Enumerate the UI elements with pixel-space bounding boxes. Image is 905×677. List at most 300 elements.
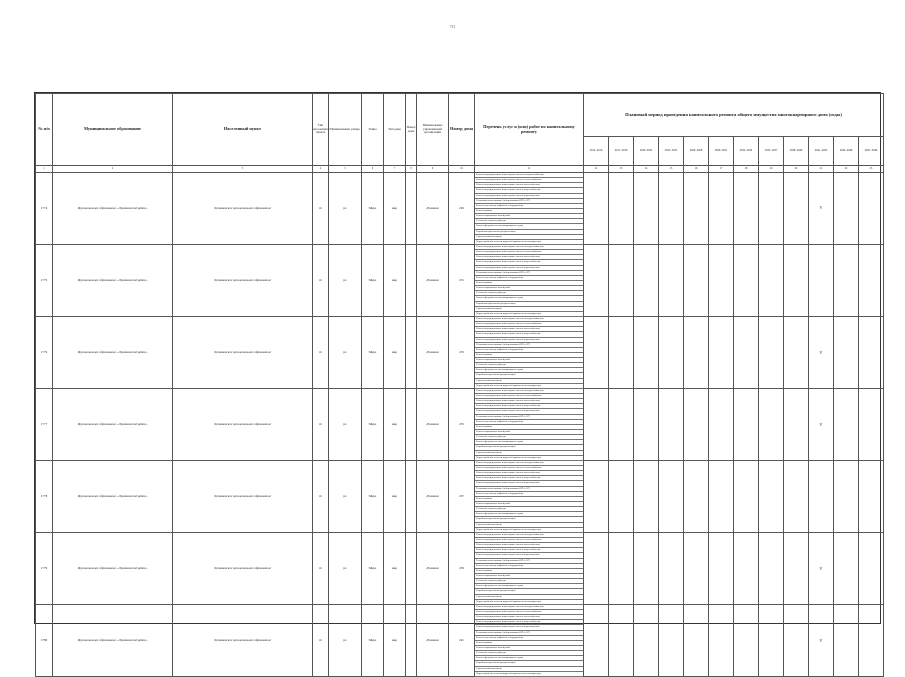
work-item: Ремонт подвальных помещений — [475, 646, 583, 651]
year-header: 2041–2043 — [809, 137, 834, 166]
work-item: Ремонт внутридомовых инженерных систем электроснабжения — [475, 173, 583, 178]
year-cell — [584, 461, 609, 533]
table-row — [36, 317, 884, 389]
work-item: Установка коллективных (общедомовых) ПУ и УУ — [475, 271, 583, 276]
work-item: Строительный контроль — [475, 523, 583, 528]
year-header: 2032–2034 — [734, 137, 759, 166]
year-cell — [859, 317, 884, 389]
work-item: Ремонт внутридомовых инженерных систем газоснабжения — [475, 471, 583, 476]
table-row — [36, 173, 884, 245]
settlement-cell: Лукояновское муниципальное образование — [173, 173, 313, 245]
table-row — [36, 461, 884, 533]
year-cell — [634, 173, 659, 245]
column-number: 6 — [362, 166, 384, 173]
year-cell — [784, 533, 809, 605]
year-cell — [684, 173, 709, 245]
year-cell — [684, 389, 709, 461]
work-item: Переустройство невентилируемой крыши на вентилируемую — [475, 240, 583, 245]
year-cell — [759, 245, 784, 317]
settlement-cell: Лукояновское муниципальное образование — [173, 245, 313, 317]
year-cell — [684, 461, 709, 533]
year-cell: V — [809, 605, 834, 677]
work-item: Утепление и ремонт фасада — [475, 579, 583, 584]
year-cell — [609, 533, 634, 605]
row-number: 1776 — [36, 317, 53, 389]
column-number: 1 — [36, 166, 53, 173]
work-item: Утепление и ремонт фасада — [475, 435, 583, 440]
year-cell — [759, 461, 784, 533]
street-cell: Мира — [362, 173, 384, 245]
street-cell: Мира — [362, 317, 384, 389]
year-cell — [784, 389, 809, 461]
work-item: Утепление и ремонт фасада — [475, 291, 583, 296]
work-item: Разработка проектной документации — [475, 373, 583, 378]
work-item: Ремонт внутридомовых инженерных систем газоснабжения — [475, 543, 583, 548]
column-number: 9 — [417, 166, 449, 173]
corpus-cell — [406, 605, 417, 677]
column-number: 19 — [759, 166, 784, 173]
header-owner: Наименование управляющей организации — [417, 94, 449, 166]
corpus-cell — [406, 533, 417, 605]
work-item: Установка коллективных (общедомовых) ПУ и УУ — [475, 415, 583, 420]
street-cell: Мира — [362, 245, 384, 317]
municipality-cell: Муниципальное образование «Лукояновский район» — [53, 461, 173, 533]
capital-repair-table — [34, 92, 881, 675]
year-header: 2044–2046 — [834, 137, 859, 166]
work-item: Ремонт или замена лифтового оборудования — [475, 564, 583, 569]
year-header: 2020–2022 — [634, 137, 659, 166]
work-item: Ремонт внутридомовых инженерных систем водоснабжения — [475, 260, 583, 265]
year-cell: V — [809, 173, 834, 245]
column-number: 22 — [834, 166, 859, 173]
work-item: Разработка проектной документации — [475, 445, 583, 450]
street-type-cell: ул. — [329, 389, 362, 461]
row-number: 1779 — [36, 533, 53, 605]
year-cell — [659, 461, 684, 533]
work-item: Ремонт внутридомовых инженерных систем теплоснабжения — [475, 322, 583, 327]
work-item: Ремонт внутридомовых инженерных систем теплоснабжения — [475, 250, 583, 255]
settlement-type-cell: гп — [313, 605, 329, 677]
year-cell — [734, 173, 759, 245]
settlement-type-cell: гп — [313, 173, 329, 245]
house-cell: Лукоянов — [417, 461, 449, 533]
year-cell — [734, 245, 759, 317]
work-item: Ремонт внутридомовых инженерных систем водоснабжения — [475, 332, 583, 337]
year-header: 2047–2049 — [859, 137, 884, 166]
work-item: Ремонт внутридомовых инженерных систем водоотведения — [475, 266, 583, 271]
page-number: 711 — [449, 24, 456, 29]
work-item: Ремонт фундамента многоквартирного дома — [475, 584, 583, 589]
year-cell — [684, 245, 709, 317]
work-item: Ремонт внутридомовых инженерных систем водоотведения — [475, 481, 583, 486]
work-item: Ремонт внутридомовых инженерных систем водоснабжения — [475, 548, 583, 553]
year-header: 2035–2037 — [759, 137, 784, 166]
year-cell — [859, 245, 884, 317]
work-item: Ремонт внутридомовых инженерных систем водоотведения — [475, 409, 583, 414]
year-cell — [759, 317, 784, 389]
work-item: Установка коллективных (общедомовых) ПУ и УУ — [475, 199, 583, 204]
year-cell — [634, 605, 659, 677]
year-cell — [784, 605, 809, 677]
work-item: Строительный контроль — [475, 307, 583, 312]
row-number: 1778 — [36, 461, 53, 533]
work-item: Утепление и ремонт фасада — [475, 507, 583, 512]
work-item: Установка коллективных (общедомовых) ПУ и УУ — [475, 631, 583, 636]
column-number: 16 — [684, 166, 709, 173]
year-cell — [759, 173, 784, 245]
column-number: 15 — [659, 166, 684, 173]
column-number: 14 — [634, 166, 659, 173]
year-cell — [834, 461, 859, 533]
year-header: 2026–2028 — [684, 137, 709, 166]
street-type-cell: ул. — [329, 605, 362, 677]
work-item: Переустройство невентилируемой крыши на вентилируемую — [475, 672, 583, 677]
work-item: Ремонт внутридомовых инженерных систем электроснабжения — [475, 533, 583, 538]
year-header: 2038–2040 — [784, 137, 809, 166]
settlement-type-cell: гп — [313, 461, 329, 533]
year-header: 2017–2019 — [609, 137, 634, 166]
work-item: Ремонт внутридомовых инженерных систем газоснабжения — [475, 399, 583, 404]
year-cell — [859, 533, 884, 605]
work-item: Переустройство невентилируемой крыши на вентилируемую — [475, 384, 583, 389]
year-cell — [659, 533, 684, 605]
work-item: Ремонт внутридомовых инженерных систем электроснабжения — [475, 461, 583, 466]
work-item: Ремонт внутридомовых инженерных систем теплоснабжения — [475, 466, 583, 471]
works-list — [475, 389, 584, 461]
work-item: Ремонт фундамента многоквартирного дома — [475, 224, 583, 229]
year-cell — [584, 173, 609, 245]
work-item: Ремонт или замена лифтового оборудования — [475, 636, 583, 641]
year-cell — [734, 317, 759, 389]
year-cell — [709, 533, 734, 605]
header-fund: Номер дома — [449, 94, 475, 166]
work-item: Ремонт внутридомовых инженерных систем водоснабжения — [475, 188, 583, 193]
work-item: Установка коллективных (общедомовых) ПУ и УУ — [475, 343, 583, 348]
work-item: Ремонт внутридомовых инженерных систем газоснабжения — [475, 183, 583, 188]
works-list — [475, 605, 584, 677]
corpus-cell — [406, 245, 417, 317]
work-item: Строительный контроль — [475, 667, 583, 672]
work-item: Переустройство невентилируемой крыши на вентилируемую — [475, 456, 583, 461]
work-item: Ремонт фундамента многоквартирного дома — [475, 440, 583, 445]
work-item: Ремонт фундамента многоквартирного дома — [475, 368, 583, 373]
column-number: 13 — [609, 166, 634, 173]
work-item: Ремонт крыши — [475, 353, 583, 358]
street-cell: Мира — [362, 605, 384, 677]
work-item: Строительный контроль — [475, 451, 583, 456]
work-item: Ремонт или замена лифтового оборудования — [475, 204, 583, 209]
work-item: Ремонт подвальных помещений — [475, 430, 583, 435]
street-type-cell: ул. — [329, 173, 362, 245]
street-type-cell: ул. — [329, 461, 362, 533]
work-item: Строительный контроль — [475, 595, 583, 600]
year-cell: V — [809, 389, 834, 461]
house-type-cell: мкр — [384, 605, 406, 677]
year-cell — [634, 389, 659, 461]
house-type-cell: мкр — [384, 245, 406, 317]
house-type-cell: мкр — [384, 173, 406, 245]
year-cell — [734, 389, 759, 461]
fund-cell: 237 — [449, 461, 475, 533]
header-type: Тип населенного пункта — [313, 94, 329, 166]
work-item: Ремонт внутридомовых инженерных систем водоотведения — [475, 553, 583, 558]
work-item: Ремонт внутридомовых инженерных систем газоснабжения — [475, 327, 583, 332]
year-header: 2029–2031 — [709, 137, 734, 166]
house-cell: Лукоянов — [417, 245, 449, 317]
year-cell — [634, 533, 659, 605]
column-number: 18 — [734, 166, 759, 173]
municipality-cell: Муниципальное образование «Лукояновский район» — [53, 533, 173, 605]
header-street: Улица — [362, 94, 384, 166]
house-cell: Лукоянов — [417, 389, 449, 461]
year-cell — [759, 605, 784, 677]
year-cell — [859, 605, 884, 677]
work-item: Переустройство невентилируемой крыши на вентилируемую — [475, 312, 583, 317]
year-cell — [684, 533, 709, 605]
works-list — [475, 173, 584, 245]
header-house-type: Тип дома — [384, 94, 406, 166]
row-number: 1777 — [36, 389, 53, 461]
settlement-cell: Лукояновское муниципальное образование — [173, 533, 313, 605]
column-number: 21 — [809, 166, 834, 173]
work-item: Установка коллективных (общедомовых) ПУ и УУ — [475, 559, 583, 564]
work-item: Разработка проектной документации — [475, 589, 583, 594]
settlement-cell: Лукояновское муниципальное образование — [173, 317, 313, 389]
fund-cell: 239 — [449, 533, 475, 605]
settlement-type-cell: гп — [313, 317, 329, 389]
year-cell — [584, 389, 609, 461]
fund-cell: 229 — [449, 173, 475, 245]
works-list — [475, 245, 584, 317]
work-item: Ремонт внутридомовых инженерных систем водоотведения — [475, 194, 583, 199]
header-house: Номер дома — [406, 94, 417, 166]
column-number: 2 — [53, 166, 173, 173]
year-header: 2014–2016 — [584, 137, 609, 166]
house-cell: Лукоянов — [417, 317, 449, 389]
year-cell — [659, 173, 684, 245]
year-cell — [834, 389, 859, 461]
year-cell — [834, 245, 859, 317]
work-item: Ремонт внутридомовых инженерных систем теплоснабжения — [475, 610, 583, 615]
work-item: Строительный контроль — [475, 379, 583, 384]
work-item: Ремонт внутридомовых инженерных систем водоотведения — [475, 625, 583, 630]
column-number: 4 — [313, 166, 329, 173]
municipality-cell: Муниципальное образование «Лукояновский район» — [53, 389, 173, 461]
municipality-cell: Муниципальное образование «Лукояновский район» — [53, 317, 173, 389]
settlement-cell: Лукояновское муниципальное образование — [173, 389, 313, 461]
header-settlement: Населенный пункт — [173, 94, 313, 166]
work-item: Разработка проектной документации — [475, 661, 583, 666]
work-item: Ремонт внутридомовых инженерных систем водоснабжения — [475, 404, 583, 409]
work-item: Ремонт фундамента многоквартирного дома — [475, 296, 583, 301]
row-number: 1775 — [36, 245, 53, 317]
year-cell — [809, 461, 834, 533]
house-type-cell: мкр — [384, 533, 406, 605]
column-number: 5 — [329, 166, 362, 173]
street-cell: Мира — [362, 533, 384, 605]
work-item: Ремонт или замена лифтового оборудования — [475, 420, 583, 425]
work-item: Строительный контроль — [475, 235, 583, 240]
settlement-cell: Лукояновское муниципальное образование — [173, 461, 313, 533]
table-row — [36, 389, 884, 461]
year-cell — [634, 461, 659, 533]
work-item: Ремонт подвальных помещений — [475, 358, 583, 363]
street-type-cell: ул. — [329, 317, 362, 389]
header-plan-period: Плановый период проведения капитального ремонта общего имущества многоквартирного дома (годы) — [584, 94, 884, 137]
year-cell — [759, 533, 784, 605]
year-cell — [809, 245, 834, 317]
house-cell: Лукоянов — [417, 605, 449, 677]
year-cell — [734, 461, 759, 533]
work-item: Ремонт или замена лифтового оборудования — [475, 276, 583, 281]
year-cell — [709, 173, 734, 245]
year-cell — [584, 533, 609, 605]
year-cell — [609, 605, 634, 677]
work-item: Ремонт крыши — [475, 209, 583, 214]
header-works: Перечень услуг и (или) работ по капитальному ремонту — [475, 94, 584, 166]
table-row — [36, 605, 884, 677]
table-row — [36, 245, 884, 317]
work-item: Утепление и ремонт фасада — [475, 651, 583, 656]
year-cell — [659, 605, 684, 677]
year-cell — [784, 245, 809, 317]
year-cell — [834, 605, 859, 677]
work-item: Ремонт или замена лифтового оборудования — [475, 492, 583, 497]
municipality-cell: Муниципальное образование «Лукояновский район» — [53, 605, 173, 677]
year-cell — [684, 317, 709, 389]
work-item: Ремонт внутридомовых инженерных систем газоснабжения — [475, 255, 583, 260]
year-cell — [859, 389, 884, 461]
year-cell — [584, 317, 609, 389]
work-item: Ремонт внутридомовых инженерных систем теплоснабжения — [475, 538, 583, 543]
settlement-type-cell: гп — [313, 533, 329, 605]
column-number: 23 — [859, 166, 884, 173]
year-cell — [609, 389, 634, 461]
corpus-cell — [406, 173, 417, 245]
work-item: Ремонт фундамента многоквартирного дома — [475, 656, 583, 661]
year-cell — [709, 389, 734, 461]
work-item: Ремонт фундамента многоквартирного дома — [475, 512, 583, 517]
work-item: Утепление и ремонт фасада — [475, 219, 583, 224]
work-item: Разработка проектной документации — [475, 517, 583, 522]
header-municipality: Муниципальное образование — [53, 94, 173, 166]
year-cell — [759, 389, 784, 461]
work-item: Разработка проектной документации — [475, 302, 583, 307]
fund-cell: 235 — [449, 389, 475, 461]
house-cell: Лукоянов — [417, 173, 449, 245]
works-list — [475, 461, 584, 533]
year-cell — [709, 245, 734, 317]
year-cell — [684, 605, 709, 677]
year-cell — [584, 605, 609, 677]
street-cell: Мира — [362, 461, 384, 533]
corpus-cell — [406, 461, 417, 533]
settlement-cell: Лукояновское муниципальное образование — [173, 605, 313, 677]
year-cell — [609, 317, 634, 389]
column-number: 17 — [709, 166, 734, 173]
work-item: Ремонт крыши — [475, 425, 583, 430]
corpus-cell — [406, 389, 417, 461]
work-item: Ремонт подвальных помещений — [475, 502, 583, 507]
work-item: Ремонт внутридомовых инженерных систем водоснабжения — [475, 476, 583, 481]
year-cell — [834, 317, 859, 389]
work-item: Ремонт внутридомовых инженерных систем электроснабжения — [475, 605, 583, 610]
corpus-cell — [406, 317, 417, 389]
year-cell — [709, 461, 734, 533]
work-item: Ремонт крыши — [475, 497, 583, 502]
work-item: Утепление и ремонт фасада — [475, 363, 583, 368]
column-number: 20 — [784, 166, 809, 173]
year-cell — [659, 245, 684, 317]
settlement-type-cell: гп — [313, 389, 329, 461]
house-type-cell: мкр — [384, 317, 406, 389]
header-no: № п/п — [36, 94, 53, 166]
year-cell — [834, 533, 859, 605]
row-number: 1774 — [36, 173, 53, 245]
column-number: 8 — [406, 166, 417, 173]
column-number: 11 — [475, 166, 584, 173]
work-item: Ремонт крыши — [475, 281, 583, 286]
street-cell: Мира — [362, 389, 384, 461]
house-type-cell: мкр — [384, 461, 406, 533]
work-item: Переустройство невентилируемой крыши на вентилируемую — [475, 600, 583, 605]
year-cell — [634, 245, 659, 317]
work-item: Ремонт подвальных помещений — [475, 286, 583, 291]
year-cell — [634, 317, 659, 389]
work-item: Ремонт внутридомовых инженерных систем газоснабжения — [475, 615, 583, 620]
row-number: 1780 — [36, 605, 53, 677]
year-cell — [784, 173, 809, 245]
year-cell — [734, 605, 759, 677]
work-item: Установка коллективных (общедомовых) ПУ и УУ — [475, 487, 583, 492]
column-number: 3 — [173, 166, 313, 173]
work-item: Ремонт подвальных помещений — [475, 214, 583, 219]
year-cell — [734, 533, 759, 605]
year-cell — [659, 389, 684, 461]
works-list — [475, 533, 584, 605]
year-cell — [859, 461, 884, 533]
column-number: 7 — [384, 166, 406, 173]
work-item: Ремонт внутридомовых инженерных систем водоснабжения — [475, 620, 583, 625]
table-row — [36, 533, 884, 605]
work-item: Переустройство невентилируемой крыши на вентилируемую — [475, 528, 583, 533]
works-list — [475, 317, 584, 389]
year-cell — [609, 245, 634, 317]
work-item: Ремонт подвальных помещений — [475, 574, 583, 579]
work-item: Ремонт внутридомовых инженерных систем теплоснабжения — [475, 178, 583, 183]
municipality-cell: Муниципальное образование «Лукояновский район» — [53, 245, 173, 317]
fund-cell: 233 — [449, 317, 475, 389]
street-type-cell: ул. — [329, 245, 362, 317]
year-cell — [784, 461, 809, 533]
year-cell: V — [809, 533, 834, 605]
column-number: 12 — [584, 166, 609, 173]
work-item: Ремонт или замена лифтового оборудования — [475, 348, 583, 353]
year-cell — [659, 317, 684, 389]
work-item: Разработка проектной документации — [475, 230, 583, 235]
municipality-cell: Муниципальное образование «Лукояновский район» — [53, 173, 173, 245]
year-cell — [709, 605, 734, 677]
year-cell: V — [809, 317, 834, 389]
work-item: Ремонт внутридомовых инженерных систем водоотведения — [475, 338, 583, 343]
year-header: 2023–2025 — [659, 137, 684, 166]
fund-cell: 231 — [449, 245, 475, 317]
year-cell — [584, 245, 609, 317]
house-type-cell: мкр — [384, 389, 406, 461]
work-item: Ремонт внутридомовых инженерных систем электроснабжения — [475, 389, 583, 394]
header-street-type: Наименование улицы — [329, 94, 362, 166]
column-number: 10 — [449, 166, 475, 173]
